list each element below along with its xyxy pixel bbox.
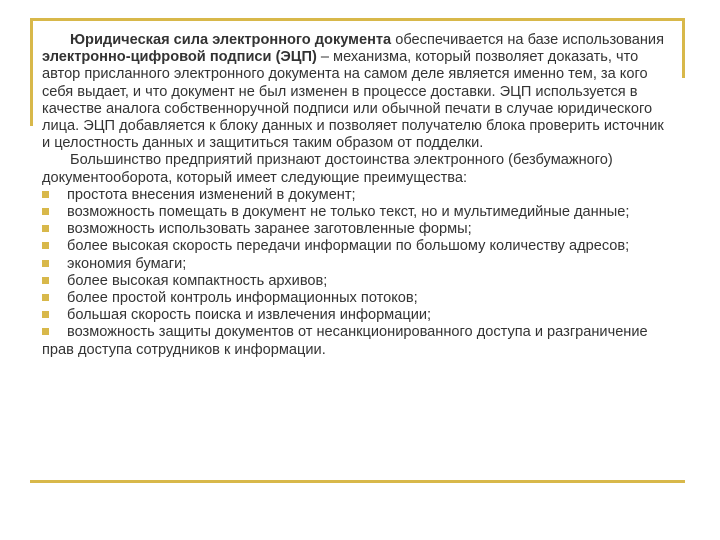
list-item <box>42 204 676 221</box>
list-item-text: более высокая скорость передачи информации по большому количеству адресов; <box>67 238 630 255</box>
paragraph-advantages-intro: Большинство предприятий признают достоинства электронного (безбумажного) документооборота, который имеет следующие преимущества: <box>42 152 613 186</box>
paragraph-text: – механизма, который позволяет доказать, что автор присланного электронного документа на самом деле является именно тем, за кого себя выдает, и что документ не был изменен в процессе доставки. ЭЦП используется в качестве аналога собственноручной подписи или обычной печати в случае юридического лица. ЭЦП добавляется к блоку данных и позволяет получателю блока проверить источник и целостность данных и защититься таким образом от подделки. <box>42 49 664 152</box>
list-item-text: возможность помещать в документ не только текст, но и мультимедийные данные; <box>67 204 630 221</box>
list-item <box>42 290 676 307</box>
paragraph-legal-force <box>42 32 676 152</box>
list-item-text: более простой контроль информационных потоков; <box>67 290 418 307</box>
square-bullet-icon <box>42 260 49 267</box>
square-bullet-icon <box>42 242 49 249</box>
left-border-line <box>30 18 33 126</box>
bottom-border-line <box>30 480 685 483</box>
slide-text <box>42 32 676 359</box>
list-item-text: возможность защиты документов от несанкционированного доступа и разграничение прав доступа сотрудников к информации. <box>42 324 648 358</box>
square-bullet-icon <box>42 225 49 232</box>
paragraph-text: обеспечивается на базе использования <box>391 32 664 48</box>
list-item <box>42 221 676 238</box>
list-item <box>42 324 676 358</box>
square-bullet-icon <box>42 311 49 318</box>
list-item-text: возможность использовать заранее заготовленные формы; <box>67 221 472 238</box>
term-eds: электронно-цифровой подписи (ЭЦП) <box>42 49 317 66</box>
list-item <box>42 307 676 324</box>
square-bullet-icon <box>42 277 49 284</box>
list-item <box>42 256 676 273</box>
square-bullet-icon <box>42 328 49 335</box>
square-bullet-icon <box>42 191 49 198</box>
list-item-text: большая скорость поиска и извлечения информации; <box>67 307 432 324</box>
square-bullet-icon <box>42 294 49 301</box>
list-item-text: экономия бумаги; <box>67 255 187 272</box>
square-bullet-icon <box>42 208 49 215</box>
top-border-line <box>30 18 685 21</box>
list-item-text: более высокая компактность архивов; <box>67 272 328 289</box>
list-item-text: простота внесения изменений в документ; <box>67 186 356 203</box>
right-border-line <box>682 18 685 78</box>
list-item <box>42 273 676 290</box>
list-item <box>42 238 676 255</box>
list-item <box>42 187 676 204</box>
term-legal-force: Юридическая сила электронного документа <box>70 32 392 48</box>
